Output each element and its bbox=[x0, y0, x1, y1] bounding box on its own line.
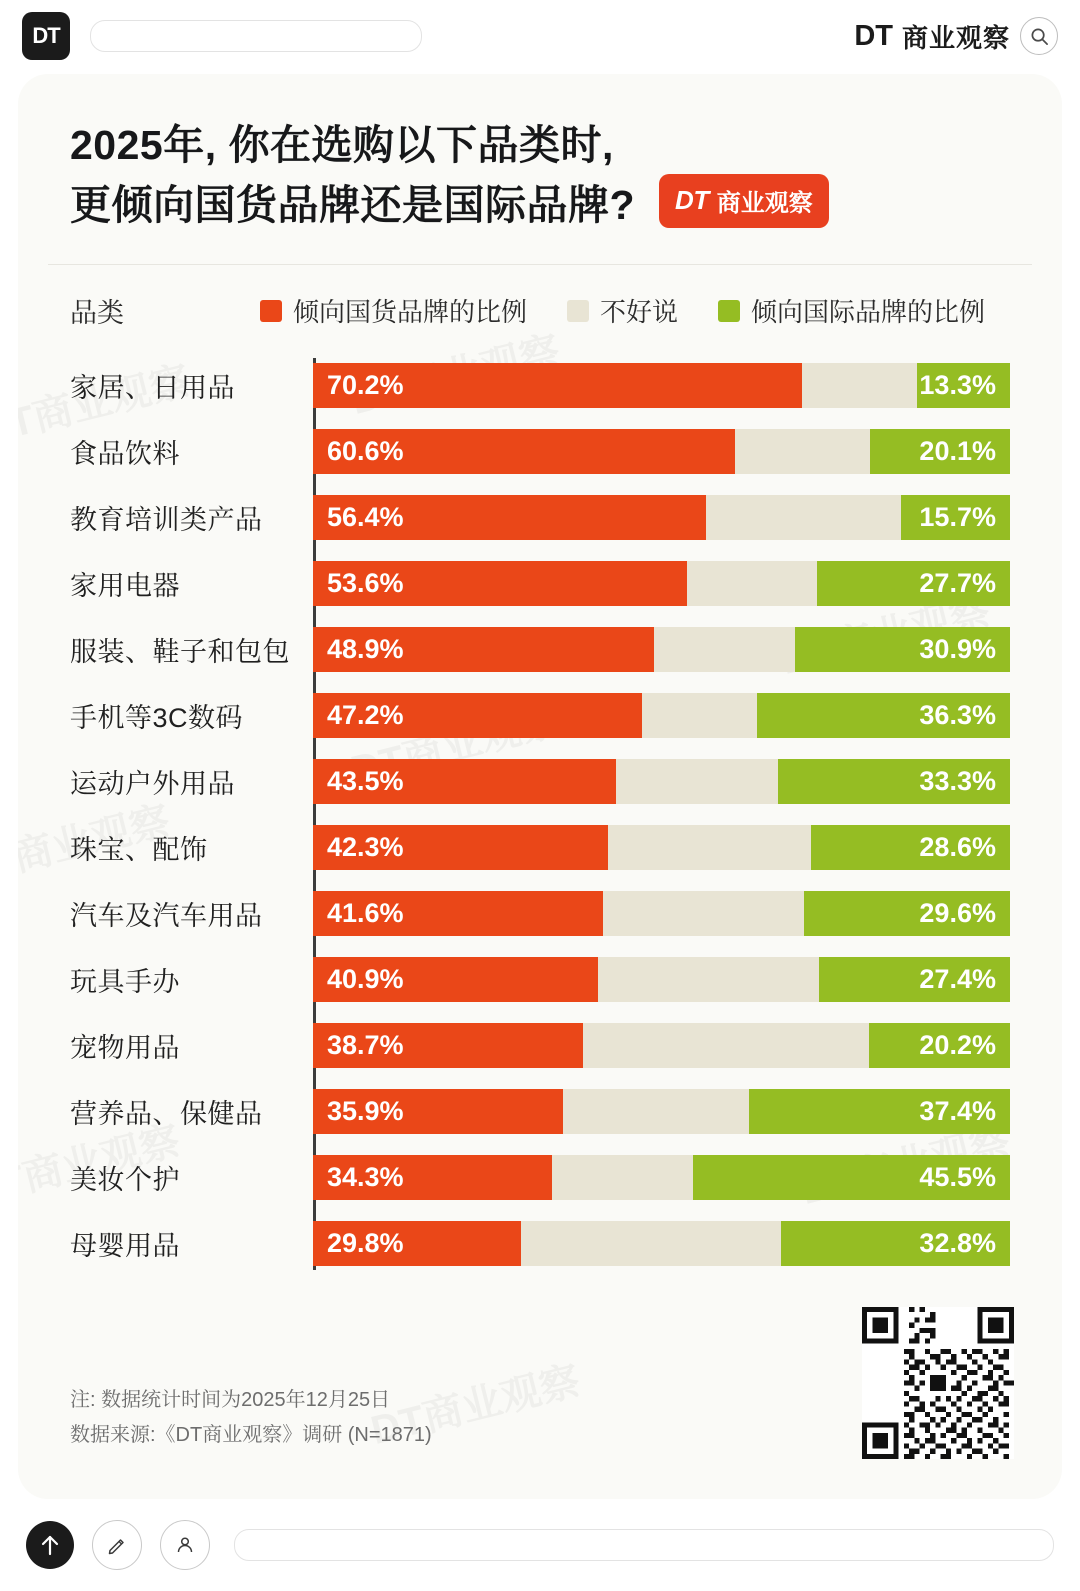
chart-row-label: 美妆个护 bbox=[70, 1164, 180, 1195]
bar-segment-domestic bbox=[313, 693, 642, 738]
bar-segment-international bbox=[869, 1023, 1010, 1068]
legend-label-domestic: 倾向国货品牌的比例 bbox=[293, 297, 528, 328]
legend-swatch-international-icon bbox=[718, 300, 740, 322]
bar-value-label: 29.6% bbox=[919, 897, 996, 928]
bar-value-label: 28.6% bbox=[919, 831, 996, 862]
bar-value-label: 32.8% bbox=[919, 1227, 996, 1258]
brand-logo-chip bbox=[659, 174, 829, 228]
bar-value-label: 53.6% bbox=[327, 567, 404, 598]
legend-item-international bbox=[718, 292, 985, 329]
bar-value-label: 34.3% bbox=[327, 1161, 404, 1192]
bar-value-label: 45.5% bbox=[919, 1161, 996, 1192]
brand-chip-dt: DT bbox=[675, 185, 709, 216]
footer-source: 数据来源:《DT商业观察》调研 (N=1871) bbox=[70, 1424, 432, 1446]
title-row-2 bbox=[70, 174, 1010, 234]
bar-segment-neutral bbox=[687, 561, 817, 606]
chart-bar bbox=[313, 561, 1010, 606]
chart-row bbox=[70, 418, 1010, 484]
bar-value-label: 41.6% bbox=[327, 897, 404, 928]
scroll-to-top-button[interactable] bbox=[26, 1521, 74, 1569]
compose-button[interactable] bbox=[92, 1520, 142, 1570]
bar-segment-neutral bbox=[706, 495, 900, 540]
chart-row bbox=[70, 814, 1010, 880]
pencil-icon bbox=[107, 1535, 127, 1555]
chart-row bbox=[70, 946, 1010, 1012]
category-column-header: 品类 bbox=[70, 298, 124, 329]
stacked-bar-chart bbox=[18, 352, 1062, 1276]
legend-swatch-neutral-icon bbox=[567, 300, 589, 322]
chart-bar bbox=[313, 495, 1010, 540]
bar-segment-international bbox=[819, 957, 1010, 1002]
bar-value-label: 37.4% bbox=[919, 1095, 996, 1126]
chart-row-label: 宠物用品 bbox=[70, 1032, 180, 1063]
chart-bar bbox=[313, 957, 1010, 1002]
bar-value-label: 27.7% bbox=[919, 567, 996, 598]
footer-note: 注: 数据统计时间为2025年12月25日 bbox=[70, 1389, 391, 1411]
bar-segment-international bbox=[781, 1221, 1010, 1266]
chart-row bbox=[70, 682, 1010, 748]
bar-value-label: 42.3% bbox=[327, 831, 404, 862]
bar-segment-domestic bbox=[313, 1023, 583, 1068]
qr-code-icon bbox=[862, 1307, 1014, 1459]
infographic-card bbox=[18, 74, 1062, 1499]
bar-value-label: 48.9% bbox=[327, 633, 404, 664]
bar-value-label: 47.2% bbox=[327, 699, 404, 730]
bar-segment-neutral bbox=[802, 363, 917, 408]
bar-value-label: 40.9% bbox=[327, 963, 404, 994]
legend-swatch-domestic-icon bbox=[260, 300, 282, 322]
bar-value-label: 36.3% bbox=[919, 699, 996, 730]
bar-value-label: 30.9% bbox=[919, 633, 996, 664]
bar-segment-international bbox=[804, 891, 1010, 936]
brand-dt-text: DT bbox=[854, 19, 893, 52]
bar-segment-domestic bbox=[313, 495, 706, 540]
chart-row-label: 服装、鞋子和包包 bbox=[70, 636, 290, 667]
chart-row bbox=[70, 1144, 1010, 1210]
title-block bbox=[18, 74, 1062, 234]
bar-value-label: 33.3% bbox=[919, 765, 996, 796]
chart-row bbox=[70, 748, 1010, 814]
bar-value-label: 56.4% bbox=[327, 501, 404, 532]
chart-bar bbox=[313, 1221, 1010, 1266]
chart-bar bbox=[313, 627, 1010, 672]
arrow-up-icon bbox=[40, 1534, 60, 1556]
bar-segment-international bbox=[795, 627, 1010, 672]
bar-segment-domestic bbox=[313, 363, 802, 408]
bar-segment-domestic bbox=[313, 957, 598, 1002]
qr-code[interactable] bbox=[862, 1307, 1014, 1459]
bar-segment-international bbox=[817, 561, 1010, 606]
bar-segment-neutral bbox=[521, 1221, 782, 1266]
bar-segment-domestic bbox=[313, 429, 735, 474]
chart-bar bbox=[313, 759, 1010, 804]
bar-segment-international bbox=[811, 825, 1010, 870]
app-logo[interactable]: DT bbox=[22, 12, 70, 60]
chart-row-label: 玩具手办 bbox=[70, 966, 180, 997]
bar-segment-international bbox=[749, 1089, 1010, 1134]
bar-segment-international bbox=[693, 1155, 1010, 1200]
bar-segment-neutral bbox=[603, 891, 804, 936]
bar-segment-domestic bbox=[313, 1089, 563, 1134]
bar-value-label: 20.1% bbox=[919, 435, 996, 466]
bar-value-label: 60.6% bbox=[327, 435, 404, 466]
bar-segment-neutral bbox=[642, 693, 757, 738]
bar-segment-domestic bbox=[313, 891, 603, 936]
chart-row bbox=[70, 1078, 1010, 1144]
chart-rows bbox=[70, 352, 1010, 1276]
brand-cn-text: 商业观察 bbox=[901, 22, 1010, 53]
chart-bar bbox=[313, 363, 1010, 408]
bar-value-label: 27.4% bbox=[919, 963, 996, 994]
bar-value-label: 35.9% bbox=[327, 1095, 404, 1126]
chart-row bbox=[70, 1012, 1010, 1078]
search-icon bbox=[1030, 27, 1049, 46]
chart-row bbox=[70, 484, 1010, 550]
legend-label-international: 倾向国际品牌的比例 bbox=[751, 297, 986, 328]
bar-segment-international bbox=[901, 495, 1010, 540]
top-bar bbox=[0, 0, 1080, 72]
chart-row-label: 食品饮料 bbox=[70, 438, 180, 469]
bar-value-label: 20.2% bbox=[919, 1029, 996, 1060]
chart-bar bbox=[313, 891, 1010, 936]
bar-segment-domestic bbox=[313, 627, 654, 672]
bar-segment-international bbox=[757, 693, 1010, 738]
bar-segment-international bbox=[870, 429, 1010, 474]
bar-segment-neutral bbox=[616, 759, 778, 804]
chart-row-label: 珠宝、配饰 bbox=[70, 834, 208, 865]
legend-label-neutral: 不好说 bbox=[600, 297, 679, 328]
bar-segment-neutral bbox=[654, 627, 795, 672]
chart-row-label: 母婴用品 bbox=[70, 1230, 180, 1261]
bar-value-label: 43.5% bbox=[327, 765, 404, 796]
chart-row bbox=[70, 1210, 1010, 1276]
bar-segment-neutral bbox=[583, 1023, 869, 1068]
bar-segment-neutral bbox=[552, 1155, 693, 1200]
bar-value-label: 38.7% bbox=[327, 1029, 404, 1060]
chart-bar bbox=[313, 1155, 1010, 1200]
bottom-input[interactable] bbox=[234, 1529, 1054, 1561]
bar-segment-neutral bbox=[563, 1089, 749, 1134]
bar-segment-domestic bbox=[313, 561, 687, 606]
legend-item-neutral bbox=[567, 292, 678, 329]
person-icon bbox=[175, 1535, 195, 1555]
bar-segment-domestic bbox=[313, 759, 616, 804]
chart-bar bbox=[313, 1089, 1010, 1134]
chart-bar bbox=[313, 1023, 1010, 1068]
chart-row-label: 手机等3C数码 bbox=[70, 702, 244, 733]
bottom-bar bbox=[0, 1499, 1080, 1591]
chart-row bbox=[70, 616, 1010, 682]
brand-chip-cn: 商业观察 bbox=[716, 190, 813, 218]
chart-row-label: 家用电器 bbox=[70, 570, 180, 601]
chart-row-label: 营养品、保健品 bbox=[70, 1098, 263, 1129]
chart-row bbox=[70, 352, 1010, 418]
profile-button[interactable] bbox=[160, 1520, 210, 1570]
brand-wordmark bbox=[854, 18, 1010, 55]
bar-segment-international bbox=[778, 759, 1010, 804]
bar-value-label: 70.2% bbox=[327, 369, 404, 400]
chart-bar bbox=[313, 429, 1010, 474]
chart-bar bbox=[313, 825, 1010, 870]
bar-value-label: 15.7% bbox=[919, 501, 996, 532]
bar-segment-neutral bbox=[598, 957, 819, 1002]
chart-legend bbox=[18, 265, 1062, 330]
bar-value-label: 29.8% bbox=[327, 1227, 404, 1258]
top-search-input[interactable] bbox=[90, 20, 422, 52]
legend-item-domestic bbox=[260, 292, 527, 329]
chart-row-label: 运动户外用品 bbox=[70, 768, 235, 799]
chart-bar bbox=[313, 693, 1010, 738]
bar-segment-domestic bbox=[313, 1155, 552, 1200]
bar-segment-domestic bbox=[313, 1221, 521, 1266]
chart-row-label: 汽车及汽车用品 bbox=[70, 900, 263, 931]
bar-value-label: 13.3% bbox=[919, 369, 996, 400]
bar-segment-neutral bbox=[735, 429, 870, 474]
footer-notes bbox=[70, 1383, 432, 1453]
search-button[interactable] bbox=[1020, 17, 1058, 55]
bar-segment-domestic bbox=[313, 825, 608, 870]
page-title-line1: 2025年, 你在选购以下品类时, bbox=[70, 122, 614, 168]
bar-segment-international bbox=[917, 363, 1010, 408]
chart-row-label: 教育培训类产品 bbox=[70, 504, 263, 535]
chart-row bbox=[70, 550, 1010, 616]
page-title-line2: 更倾向国货品牌还是国际品牌? bbox=[70, 182, 636, 228]
chart-row bbox=[70, 880, 1010, 946]
chart-row-label: 家居、日用品 bbox=[70, 372, 235, 403]
bar-segment-neutral bbox=[608, 825, 811, 870]
